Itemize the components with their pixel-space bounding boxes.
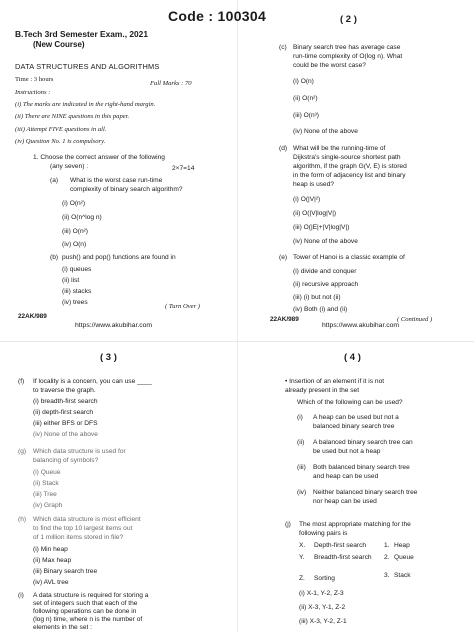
qi4-option-3-line-1: Both balanced binary search tree <box>313 464 410 471</box>
qe-text: Tower of Hanoi is a classic example of <box>293 254 405 261</box>
page-2 <box>237 0 474 340</box>
qg-line-1: Which data structure is used for <box>33 448 126 455</box>
qe-option-2: (ii) recursive approach <box>293 281 359 288</box>
qf-option-2: (ii) depth-first search <box>33 409 94 416</box>
instruction-2: (ii) There are NINE questions in this paper. <box>15 113 130 120</box>
qa-line-2: complexity of binary search algorithm? <box>70 186 183 193</box>
page-3-number: ( 3 ) <box>100 352 117 363</box>
qh-line-2: to find the top 10 largest items out <box>33 525 133 532</box>
turn-over: ( Turn Over ) <box>165 303 200 310</box>
qi-line-2: set of integers such that each of the <box>33 600 138 607</box>
qi-line-1: A data structure is required for storing a <box>33 592 149 599</box>
qh-option-1: (i) Min heap <box>33 546 68 553</box>
time-label: Time : 3 hours <box>15 76 54 83</box>
qd-option-3: (iii) O(|E|+|V|log|V|) <box>293 224 350 231</box>
qd-line-1: What will be the running-time of <box>293 145 386 152</box>
qi4-option-4-num: (iv) <box>297 489 307 496</box>
qg-line-2: balancing of symbols? <box>33 457 99 464</box>
qi4-option-1-num: (i) <box>297 414 303 421</box>
qj-option-2: (ii) X-3, Y-1, Z-2 <box>299 604 346 611</box>
qd-option-2: (ii) O(|V|log|V|) <box>293 210 337 217</box>
course-label: (New Course) <box>33 40 85 49</box>
qj-label: (j) <box>285 521 291 528</box>
qe-option-4: (iv) Both (i) and (ii) <box>293 306 348 313</box>
match-row-3-key: Z. <box>299 575 305 582</box>
match-row-3-num: 3. <box>384 572 390 579</box>
match-row-2-left: Breadth-first search <box>314 554 372 561</box>
qd-option-4: (iv) None of the above <box>293 238 358 245</box>
q1-line-2: (any seven) : <box>50 163 89 170</box>
qc-line-1: Binary search tree has average case <box>293 44 401 51</box>
qf-label: (f) <box>18 378 25 385</box>
qa-option-3: (iii) O(n²) <box>62 228 89 235</box>
qi4-option-2-num: (ii) <box>297 439 305 446</box>
qj-option-3: (iii) X-3, Y-2, Z-1 <box>299 618 347 625</box>
match-row-2-right: Queue <box>394 554 414 561</box>
qh-option-2: (ii) Max heap <box>33 557 72 564</box>
match-row-2-key: Y. <box>299 554 305 561</box>
instruction-3: (iii) Attempt FIVE questions in all. <box>15 126 107 133</box>
qg-option-2: (ii) Stack <box>33 480 59 487</box>
qf-option-3: (iii) either BFS or DFS <box>33 420 98 427</box>
qd-line-3: algorithm, if the graph G(V, E) is stored <box>293 163 407 170</box>
qi4-option-1-line-1: A heap can be used but not a <box>313 414 399 421</box>
instruction-1: (i) The marks are indicated in the right-hand margin. <box>15 101 156 108</box>
qj-option-1: (i) X-1, Y-2, Z-3 <box>299 590 344 597</box>
qc-option-3: (iii) O(n³) <box>293 112 320 119</box>
qa-option-1: (i) O(n²) <box>62 200 86 207</box>
qd-line-4: in the form of adjacency list and binary <box>293 172 406 179</box>
qg-label: (g) <box>18 448 27 455</box>
qg-option-3: (iii) Tree <box>33 491 57 498</box>
qc-line-2: run-time complexity of O(log n). What <box>293 53 403 60</box>
qi-bullet-line-2: already present in the set <box>285 387 360 394</box>
qd-line-5: heap is used? <box>293 181 335 188</box>
match-row-1-num: 1. <box>384 542 390 549</box>
qa-option-2: (ii) O(n^log n) <box>62 214 102 221</box>
qc-option-4: (iv) None of the above <box>293 128 358 135</box>
qd-line-2: Dijkstra's single-source shortest path <box>293 154 401 161</box>
qi-line-5: elements in the set : <box>33 624 93 631</box>
q1-line-1: 1. Choose the correct answer of the following <box>33 154 165 161</box>
match-row-2-num: 2. <box>384 554 390 561</box>
qh-line-1: Which data structure is most efficient <box>33 516 141 523</box>
page-2-footer: 22AK/989 <box>270 316 299 323</box>
qc-option-1: (i) O(n) <box>293 78 314 85</box>
qh-option-4: (iv) AVL tree <box>33 579 69 586</box>
page-2-url: https://www.akubihar.com <box>322 322 400 329</box>
q1-marks: 2×7=14 <box>172 165 195 172</box>
qi4-option-3-num: (iii) <box>297 464 306 471</box>
full-marks: Full Marks : 70 <box>150 80 192 87</box>
qi4-option-2-line-1: A balanced binary search tree can <box>313 439 413 446</box>
page-2-number: ( 2 ) <box>340 14 357 25</box>
qc-line-3: could be the worst case? <box>293 62 366 69</box>
qh-line-3: of 1 million items stored in file? <box>33 534 124 541</box>
qf-option-4: (iv) None of the above <box>33 431 98 438</box>
qc-option-2: (ii) O(n²) <box>293 95 318 102</box>
qb-option-1: (i) queues <box>62 266 92 273</box>
qh-option-3: (iii) Binary search tree <box>33 568 98 575</box>
qa-option-4: (iv) O(n) <box>62 241 87 248</box>
qe-option-1: (i) divide and conquer <box>293 268 357 275</box>
qh-label: (h) <box>18 516 27 523</box>
qi4-option-4-line-2: nor heap can be used <box>313 498 377 505</box>
qd-label: (d) <box>279 145 288 152</box>
qe-option-3: (iii) (i) but not (ii) <box>293 294 341 301</box>
qe-label: (e) <box>279 254 288 261</box>
qi4-option-3-line-2: and heap can be used <box>313 473 379 480</box>
qi-which-line: Which of the following can be used? <box>297 399 403 406</box>
instruction-4: (iv) Question No. 1 is compulsory. <box>15 138 106 145</box>
page-1-url: https://www.akubihar.com <box>75 322 153 329</box>
instructions-title: Instructions : <box>15 89 51 96</box>
qi-line-3: following operations can be done in <box>33 608 137 615</box>
page-1-footer: 22AK/989 <box>18 313 47 320</box>
qi4-option-4-line-1: Neither balanced binary search tree <box>313 489 418 496</box>
paper-code: Code : 100304 <box>168 8 267 24</box>
qf-line-2: to traverse the graph. <box>33 387 96 394</box>
qg-option-1: (i) Queue <box>33 469 61 476</box>
qb-option-4: (iv) trees <box>62 299 88 306</box>
qi-label: (i) <box>18 592 24 599</box>
match-row-3-left: Sorting <box>314 575 335 582</box>
match-row-1-right: Heap <box>394 542 410 549</box>
match-row-3-right: Stack <box>394 572 411 579</box>
qa-label: (a) <box>50 177 59 184</box>
continued: ( Continued ) <box>397 316 433 323</box>
page-4 <box>237 342 474 632</box>
qc-label: (c) <box>279 44 287 51</box>
qi4-option-2-line-2: be used but not a heap <box>313 448 381 455</box>
qb-label: (b) <box>50 254 59 261</box>
subject-title: DATA STRUCTURES AND ALGORITHMS <box>15 62 160 71</box>
qj-line-2: following pairs is <box>299 530 348 537</box>
qb-option-2: (ii) list <box>62 277 80 284</box>
qi-bullet-line-1: • Insertion of an element if it is not <box>285 378 385 385</box>
qi-line-4: (log n) time, where n is the number of <box>33 616 143 623</box>
qb-text: push() and pop() functions are found in <box>62 254 176 261</box>
qf-option-1: (i) breadth-first search <box>33 398 98 405</box>
exam-title: B.Tech 3rd Semester Exam., 2021 <box>15 29 148 39</box>
qb-option-3: (iii) stacks <box>62 288 92 295</box>
qi4-option-1-line-2: balanced binary search tree <box>313 423 395 430</box>
qa-line-1: What is the worst case run-time <box>70 177 163 184</box>
qf-line-1: If locality is a concern, you can use ____ <box>33 378 152 385</box>
match-row-1-left: Depth-first search <box>314 542 367 549</box>
qj-line-1: The most appropriate matching for the <box>299 521 411 528</box>
page-4-number: ( 4 ) <box>344 352 361 363</box>
qd-option-1: (i) O(|V|²) <box>293 196 321 203</box>
match-row-1-key: X. <box>299 542 306 549</box>
qg-option-4: (iv) Graph <box>33 502 63 509</box>
page-3 <box>0 342 237 632</box>
page-1 <box>0 0 237 340</box>
